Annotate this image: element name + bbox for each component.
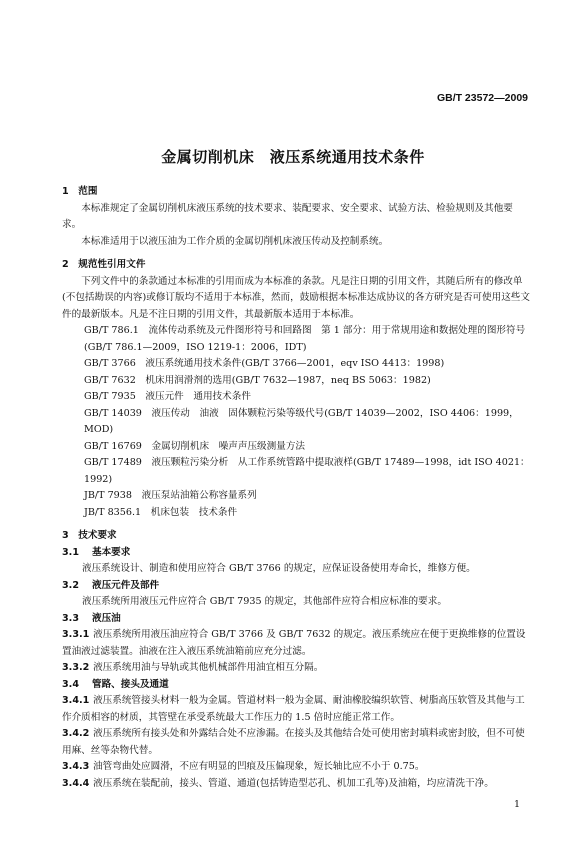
standard-code: GB/T 23572—2009 xyxy=(436,92,528,104)
reference-item: GB/T 16769 金属切削机床 噪声声压级测量方法 xyxy=(84,440,306,452)
section-heading-normative-references: 2 规范性引用文件 xyxy=(62,259,146,270)
clause-3-1-text: 液压系统设计、制造和使用应符合 GB/T 3766 的规定，应保证设备使用寿命长，维修方便。 xyxy=(82,563,476,574)
clause-title: 液压油 xyxy=(92,612,121,624)
reference-item: GB/T 17489 液压颗粒污染分析 从工作系统管路中提取液样(GB/T 17489—1998，idt ISO 4021：1992) xyxy=(84,457,530,485)
clause-number: 3.4.2 xyxy=(62,728,90,739)
reference-item: GB/T 7632 机床用润滑剂的选用(GB/T 7632—1987，neq BS 5063：1982) xyxy=(84,374,431,386)
clause-title: 液压元件及部件 xyxy=(92,579,160,591)
clause-number: 3.2 xyxy=(62,579,79,591)
clause-title: 管路、接头及通道 xyxy=(92,678,169,690)
document-body xyxy=(62,184,532,792)
clause-text: 液压系统管接头材料一般为金属。管道材料一般为金属、耐油橡胶编织软管、树脂高压软管及其他与工作介质相容的材质，其管壁在承受系统最大工作压力的 1.5 倍时应能正常工作。 xyxy=(62,695,525,723)
reference-item: GB/T 3766 液压系统通用技术条件(GB/T 3766—2001，eqv ISO 4413：1998) xyxy=(84,358,445,369)
reference-item: GB/T 14039 液压传动 油液 固体颗粒污染等级代号(GB/T 14039—2002，ISO 4406：1999，MOD) xyxy=(84,407,519,435)
page-number: 1 xyxy=(513,799,520,810)
reference-item: GB/T 7935 液压元件 通用技术条件 xyxy=(84,391,251,402)
clause-3-4-1 xyxy=(62,693,532,726)
clause-3-2-text: 液压系统所用液压元件应符合 GB/T 7935 的规定，其他部件应符合相应标准的要求。 xyxy=(82,596,447,607)
reference-item: JB/T 8356.1 机床包装 技术条件 xyxy=(84,506,238,518)
clause-text: 液压系统所有接头处和外露结合处不应渗漏。在接头及其他结合处可使用密封填料或密封胶，但不可使用麻、丝等杂物代替。 xyxy=(62,728,525,756)
references-intro-paragraph: 下列文件中的条款通过本标准的引用而成为本标准的条款。凡是注日期的引用文件，其随后所有的修改单(不包括勘误的内容)或修订版均不适用于本标准，然而，鼓励根据本标准达成协议的各方研究是否可使用这些文件的最新版本。凡是不注日期的引用文件，其最新版本适用于本标准。 xyxy=(62,275,530,320)
clause-3-2-heading xyxy=(62,578,532,595)
clause-text: 液压系统用油与导轨或其他机械部件用油宜相互分隔。 xyxy=(93,662,324,673)
clause-3-4-heading xyxy=(62,677,532,694)
scope-paragraph-2: 本标准适用于以液压油为工作介质的金属切削机床液压传动及控制系统。 xyxy=(81,235,389,247)
clause-3-3-2 xyxy=(62,660,532,677)
clause-number: 3.4.4 xyxy=(62,777,90,789)
clause-3-4-4 xyxy=(62,776,532,793)
clause-number: 3.1 xyxy=(62,546,79,558)
clause-text: 液压系统在装配前，接头、管道、通道(包括铸造型芯孔、机加工孔等)及油箱，均应清洗干净。 xyxy=(93,777,494,789)
section-heading-technical-requirements: 3 技术要求 xyxy=(62,530,117,541)
clause-number: 3.4 xyxy=(62,678,79,690)
clause-3-4-3 xyxy=(62,759,532,776)
clause-text: 液压系统所用液压油应符合 GB/T 3766 及 GB/T 7632 的规定。液压系统应在便于更换维修的位置设置油液过滤装置。油液在注入液压系统油箱前应充分过滤。 xyxy=(62,629,526,657)
clause-3-1-heading xyxy=(62,545,532,562)
clause-number: 3.3.2 xyxy=(62,662,90,673)
clause-number: 3.3 xyxy=(62,612,79,624)
clause-number: 3.4.3 xyxy=(62,761,90,772)
scope-paragraph-1: 本标准规定了金属切削机床液压系统的技术要求、装配要求、安全要求、试验方法、检验规则及其他要求。 xyxy=(62,202,513,230)
clause-title: 基本要求 xyxy=(92,546,131,558)
clause-number: 3.4.1 xyxy=(62,695,90,706)
section-heading-scope: 1 范围 xyxy=(62,186,98,197)
reference-item: JB/T 7938 液压泵站油箱公称容量系列 xyxy=(84,490,257,501)
clause-3-3-1 xyxy=(62,627,532,660)
clause-3-4-2 xyxy=(62,726,532,759)
clause-number: 3.3.1 xyxy=(62,629,90,640)
document-title: 金属切削机床 液压系统通用技术条件 xyxy=(161,148,425,166)
reference-item: GB/T 786.1 流体传动系统及元件图形符号和回路图 第 1 部分：用于常规用途和数据处理的图形符号(GB/T 786.1—2009，ISO 1219-1：2006，IDT) xyxy=(84,325,526,353)
clause-3-3-heading xyxy=(62,611,532,628)
clause-text: 油管弯曲处应圆滑，不应有明显的凹痕及压偏现象，短长轴比应不小于 0.75。 xyxy=(93,761,425,772)
